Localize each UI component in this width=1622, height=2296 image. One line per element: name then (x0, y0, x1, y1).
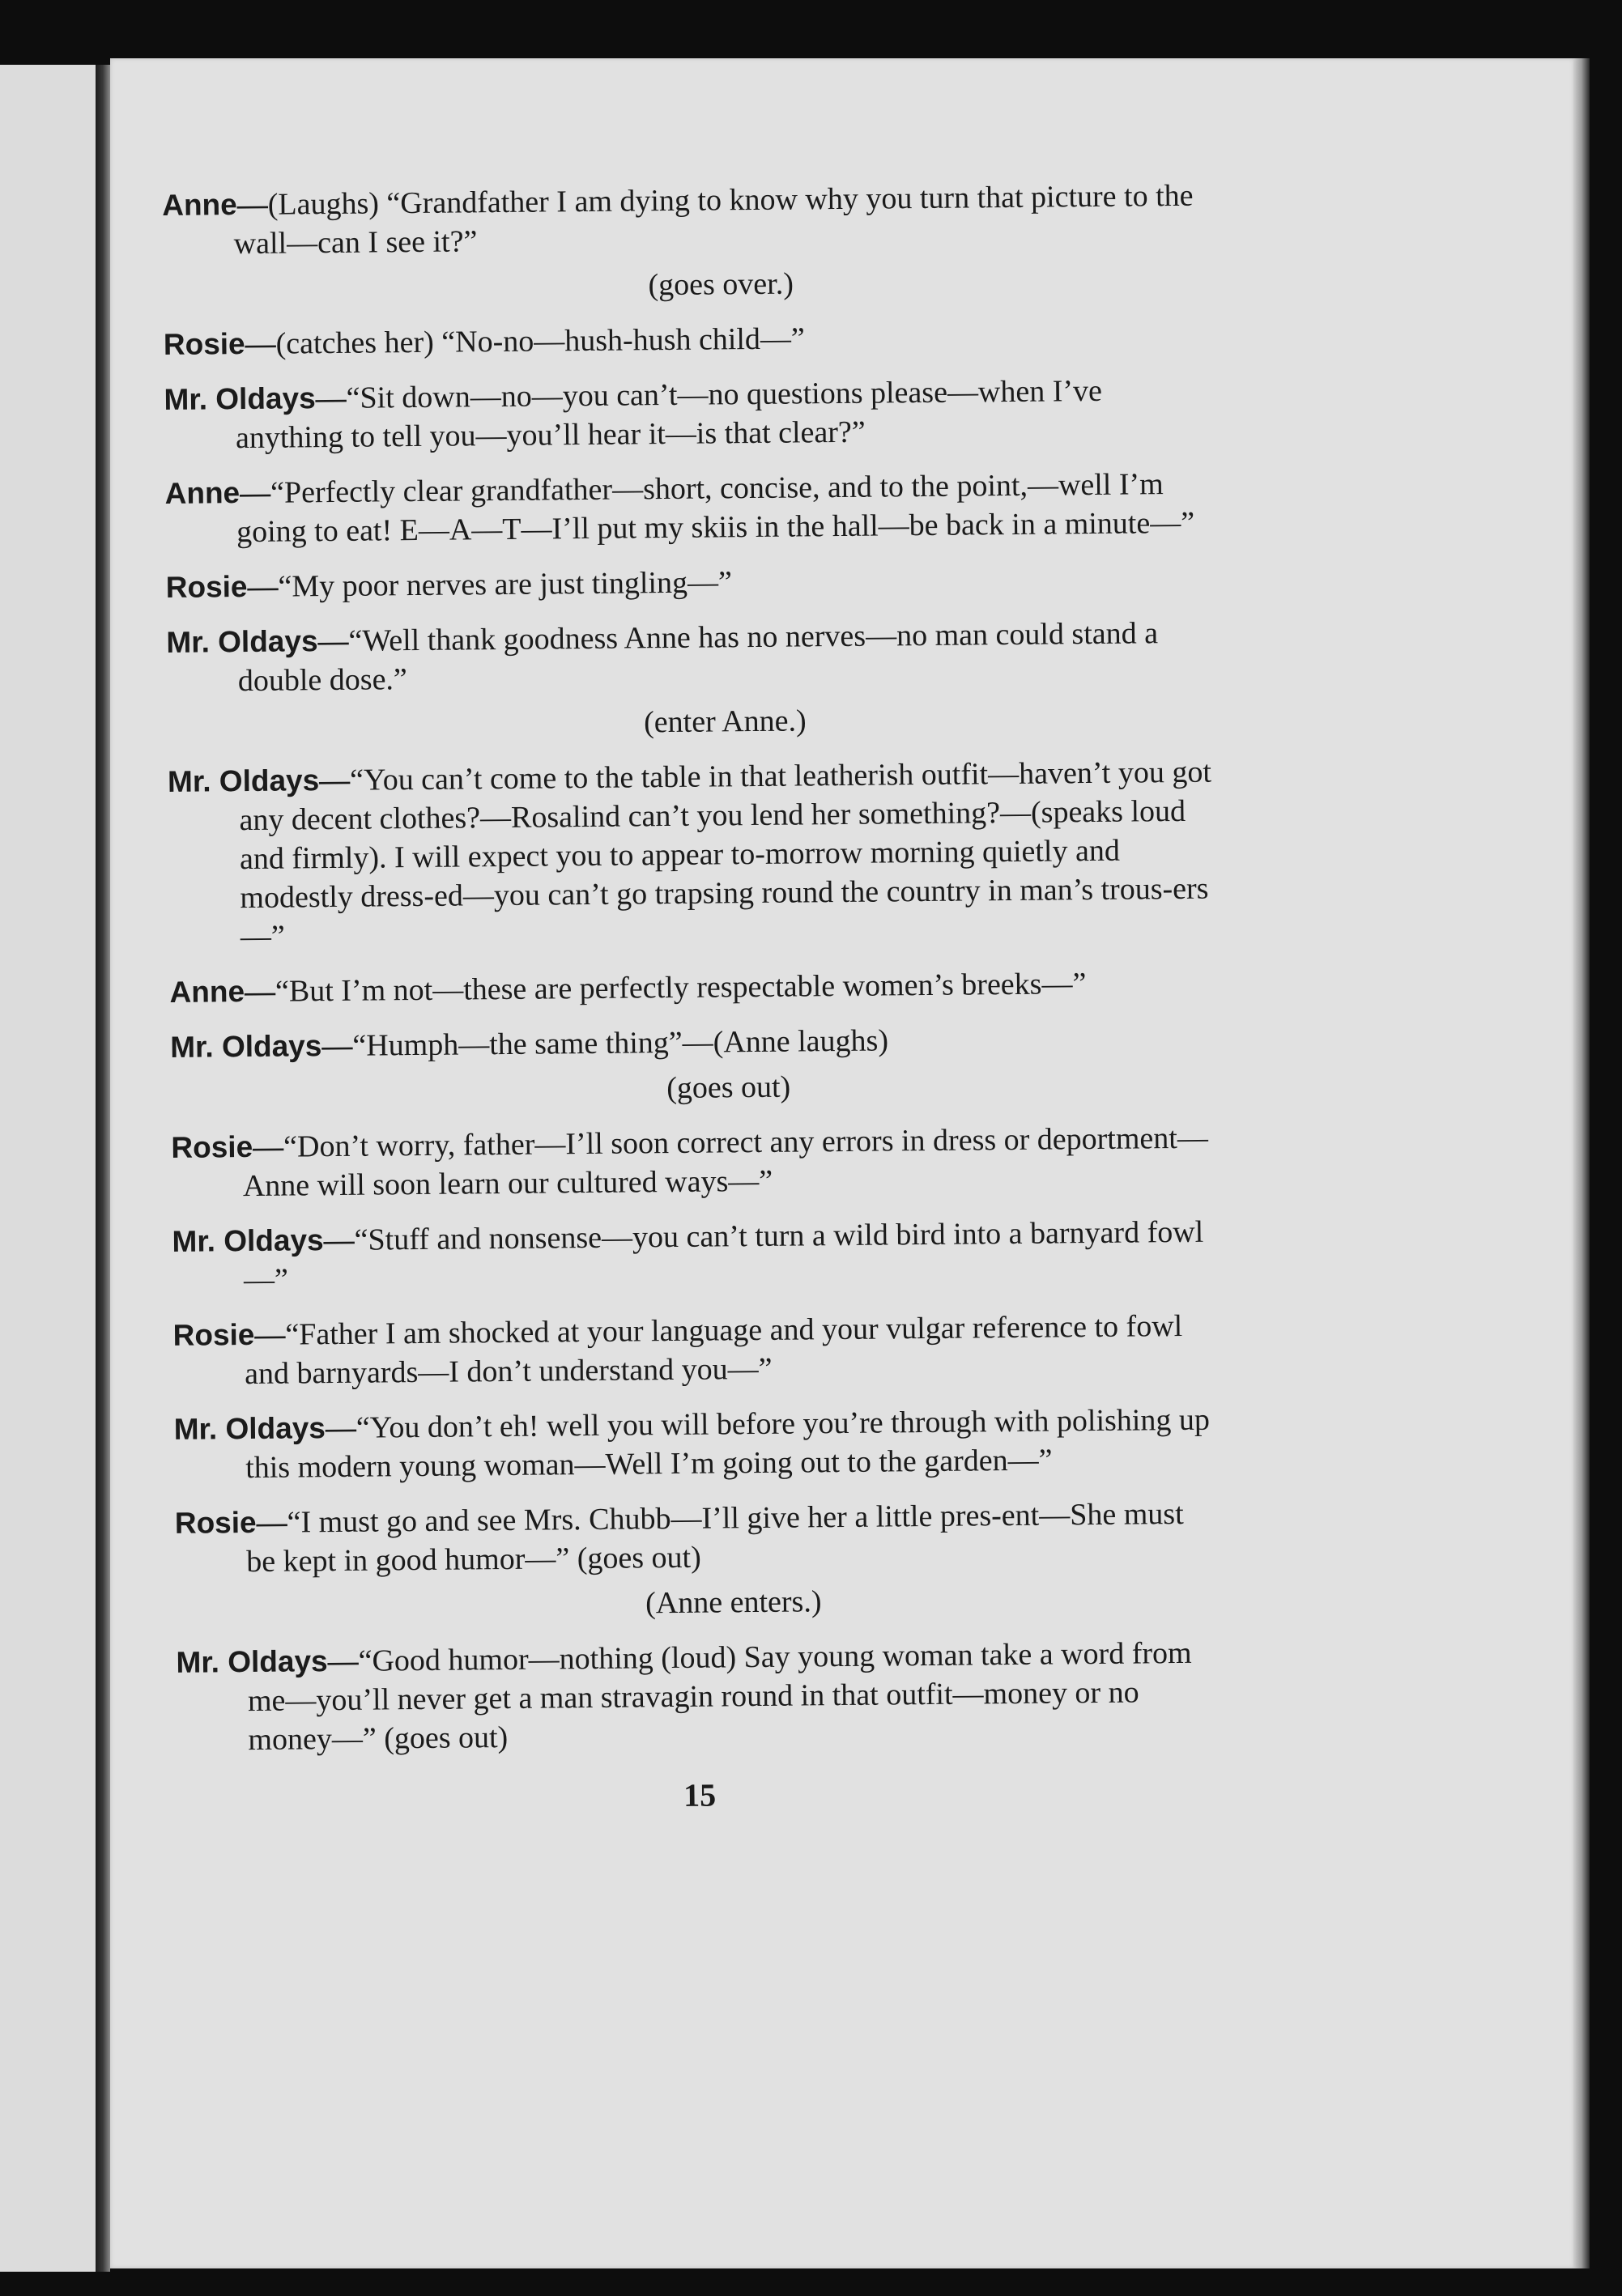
dialogue-entry: Rosie—“My poor nerves are just tingling—” (165, 565, 733, 605)
dialogue-entry: Anne—(Laughs) “Grandfather I am dying to know why you turn that picture to the wall—can I see it?” (162, 178, 1194, 261)
speaker-name: Rosie (165, 570, 248, 604)
speaker-name: Anne (162, 188, 237, 222)
stage-direction: (enter Anne.) (643, 704, 807, 740)
speaker-name: Mr. Oldays (166, 624, 318, 659)
speech-text: “Well thank goodness Anne has no nerves—no man could stand a double dose.” (237, 616, 1159, 699)
dialogue-entry: Mr. Oldays—“You can’t come to the table in that leatherish outfit—haven’t you got any decent clothes?—Rosalind can’t you lend her something?—(speaks loud and firmly). I will expect you to appear to-morrow morning quietly and modestly dress-ed—you can’t go trapsing round the country in man’s trous-ers—” (167, 755, 1212, 955)
speech-text: “But I’m not—these are perfectly respectable women’s breeks—” (275, 967, 1087, 1009)
dialogue-list (162, 176, 1222, 1760)
script-text (162, 176, 1222, 1820)
speaker-name: Mr. Oldays (173, 1411, 326, 1446)
speaker-name: Rosie (163, 327, 245, 361)
dialogue-entry: Anne—“Perfectly clear grandfather—short, concise, and to the point,—well I’m going to eat! E—A—T—I’ll put my skiis in the hall—be back in a minute—” (164, 467, 1195, 550)
dialogue-entry: Mr. Oldays—“Good humor—nothing (loud) Say young woman take a word from me—you’ll never get a man stravagin round in that outfit—money or no money—” (goes out) (176, 1635, 1192, 1758)
speaker-name: Rosie (172, 1317, 255, 1352)
dialogue-entry: Rosie—(catches her) “No-no—hush-hush child—” (163, 321, 805, 362)
speech-text: (Laughs) “Grandfather I am dying to know why you turn that picture to the wall—can I see it?” (233, 178, 1194, 261)
stage-direction: (goes over.) (648, 266, 794, 303)
speaker-name: Mr. Oldays (164, 381, 316, 416)
dialogue-entry: Rosie—“Don’t worry, father—I’ll soon correct any errors in dress or deportment—Anne will soon learn our cultured ways—” (171, 1120, 1209, 1204)
stage-direction: (goes out) (666, 1069, 791, 1106)
speech-text: “Perfectly clear grandfather—short, concise, and to the point,—well I’m going to eat! E—A—T—I’ll put my skiis in the hall—be back in a minute—” (236, 467, 1195, 550)
speech-text: “Stuff and nonsense—you can’t turn a wild bird into a barnyard fowl—” (243, 1214, 1204, 1298)
speaker-name: Anne (169, 975, 245, 1009)
dialogue-entry: Rosie—“Father I am shocked at your language and your vulgar reference to fowl and barnyards—I don’t understand you—” (172, 1308, 1183, 1392)
dialogue-entry: Mr. Oldays—“Stuff and nonsense—you can’t turn a wild bird into a barnyard fowl—” (172, 1214, 1204, 1298)
stage-direction: (Anne enters.) (645, 1584, 822, 1621)
speech-text: “Humph—the same thing”—(Anne laughs) (352, 1023, 889, 1063)
speech-text: “I must go and see Mrs. Chubb—I’ll give her a little pres-ent—She must be kept in good humor—” (goes out) (246, 1496, 1184, 1580)
speaker-name: Anne (164, 476, 241, 510)
speaker-name: Rosie (174, 1505, 257, 1540)
dialogue-entry: Anne—“But I’m not—these are perfectly respectable women’s breeks—” (169, 967, 1087, 1010)
dialogue-entry: Mr. Oldays—“You don’t eh! well you will before you’re through with polishing up this modern young woman—Well I’m going out to the garden—” (173, 1402, 1211, 1486)
speech-text: “You don’t eh! well you will before you’re through with polishing up this modern young woman—Well I’m going out to the garden—” (245, 1402, 1211, 1486)
speech-text: (catches her) “No-no—hush-hush child—” (275, 321, 805, 361)
page-number: 15 (683, 1776, 717, 1813)
dialogue-entry: Mr. Oldays—“Humph—the same thing”—(Anne laughs) (170, 1023, 889, 1064)
speaker-name: Mr. Oldays (172, 1223, 324, 1258)
speaker-name: Mr. Oldays (170, 1029, 322, 1064)
speaker-name: Mr. Oldays (176, 1644, 328, 1679)
speaker-name: Rosie (171, 1129, 253, 1164)
speech-text: “Father I am shocked at your language and your vulgar reference to fowl and barnyards—I don’t understand you—” (244, 1308, 1183, 1392)
speech-text: “Sit down—no—you can’t—no questions please—when I’ve anything to tell you—you’ll hear it—is that clear?” (235, 373, 1103, 456)
speaker-name: Mr. Oldays (167, 763, 320, 798)
speech-text: “Good humor—nothing (loud) Say young woman take a word from me—you’ll never get a man stravagin round in that outfit—money or no money—” (goes out) (247, 1635, 1192, 1758)
facing-page-edge (0, 65, 96, 2272)
page-right-edge (1573, 58, 1590, 2268)
dialogue-entry: Mr. Oldays—“Well thank goodness Anne has no nerves—no man could stand a double dose.” (166, 616, 1159, 699)
book-spine (96, 65, 110, 2272)
dialogue-entry: Mr. Oldays—“Sit down—no—you can’t—no questions please—when I’ve anything to tell you—you’ll hear it—is that clear?” (164, 373, 1103, 456)
speech-text: “You can’t come to the table in that leatherish outfit—haven’t you got any decent clothes?—Rosalind can’t you lend her something?—(speaks loud and firmly). I will expect you to appear to-morrow morning quietly and modestly dress-ed—you can’t go trapsing round the country in man’s trous-ers—” (239, 755, 1212, 955)
speech-text: “Don’t worry, father—I’ll soon correct any errors in dress or deportment—Anne will soon learn our cultured ways—” (242, 1120, 1209, 1204)
dialogue-entry: Rosie—“I must go and see Mrs. Chubb—I’ll give her a little pres-ent—She must be kept in good humor—” (goes out) (174, 1496, 1184, 1580)
speech-text: “My poor nerves are just tingling—” (278, 565, 733, 604)
